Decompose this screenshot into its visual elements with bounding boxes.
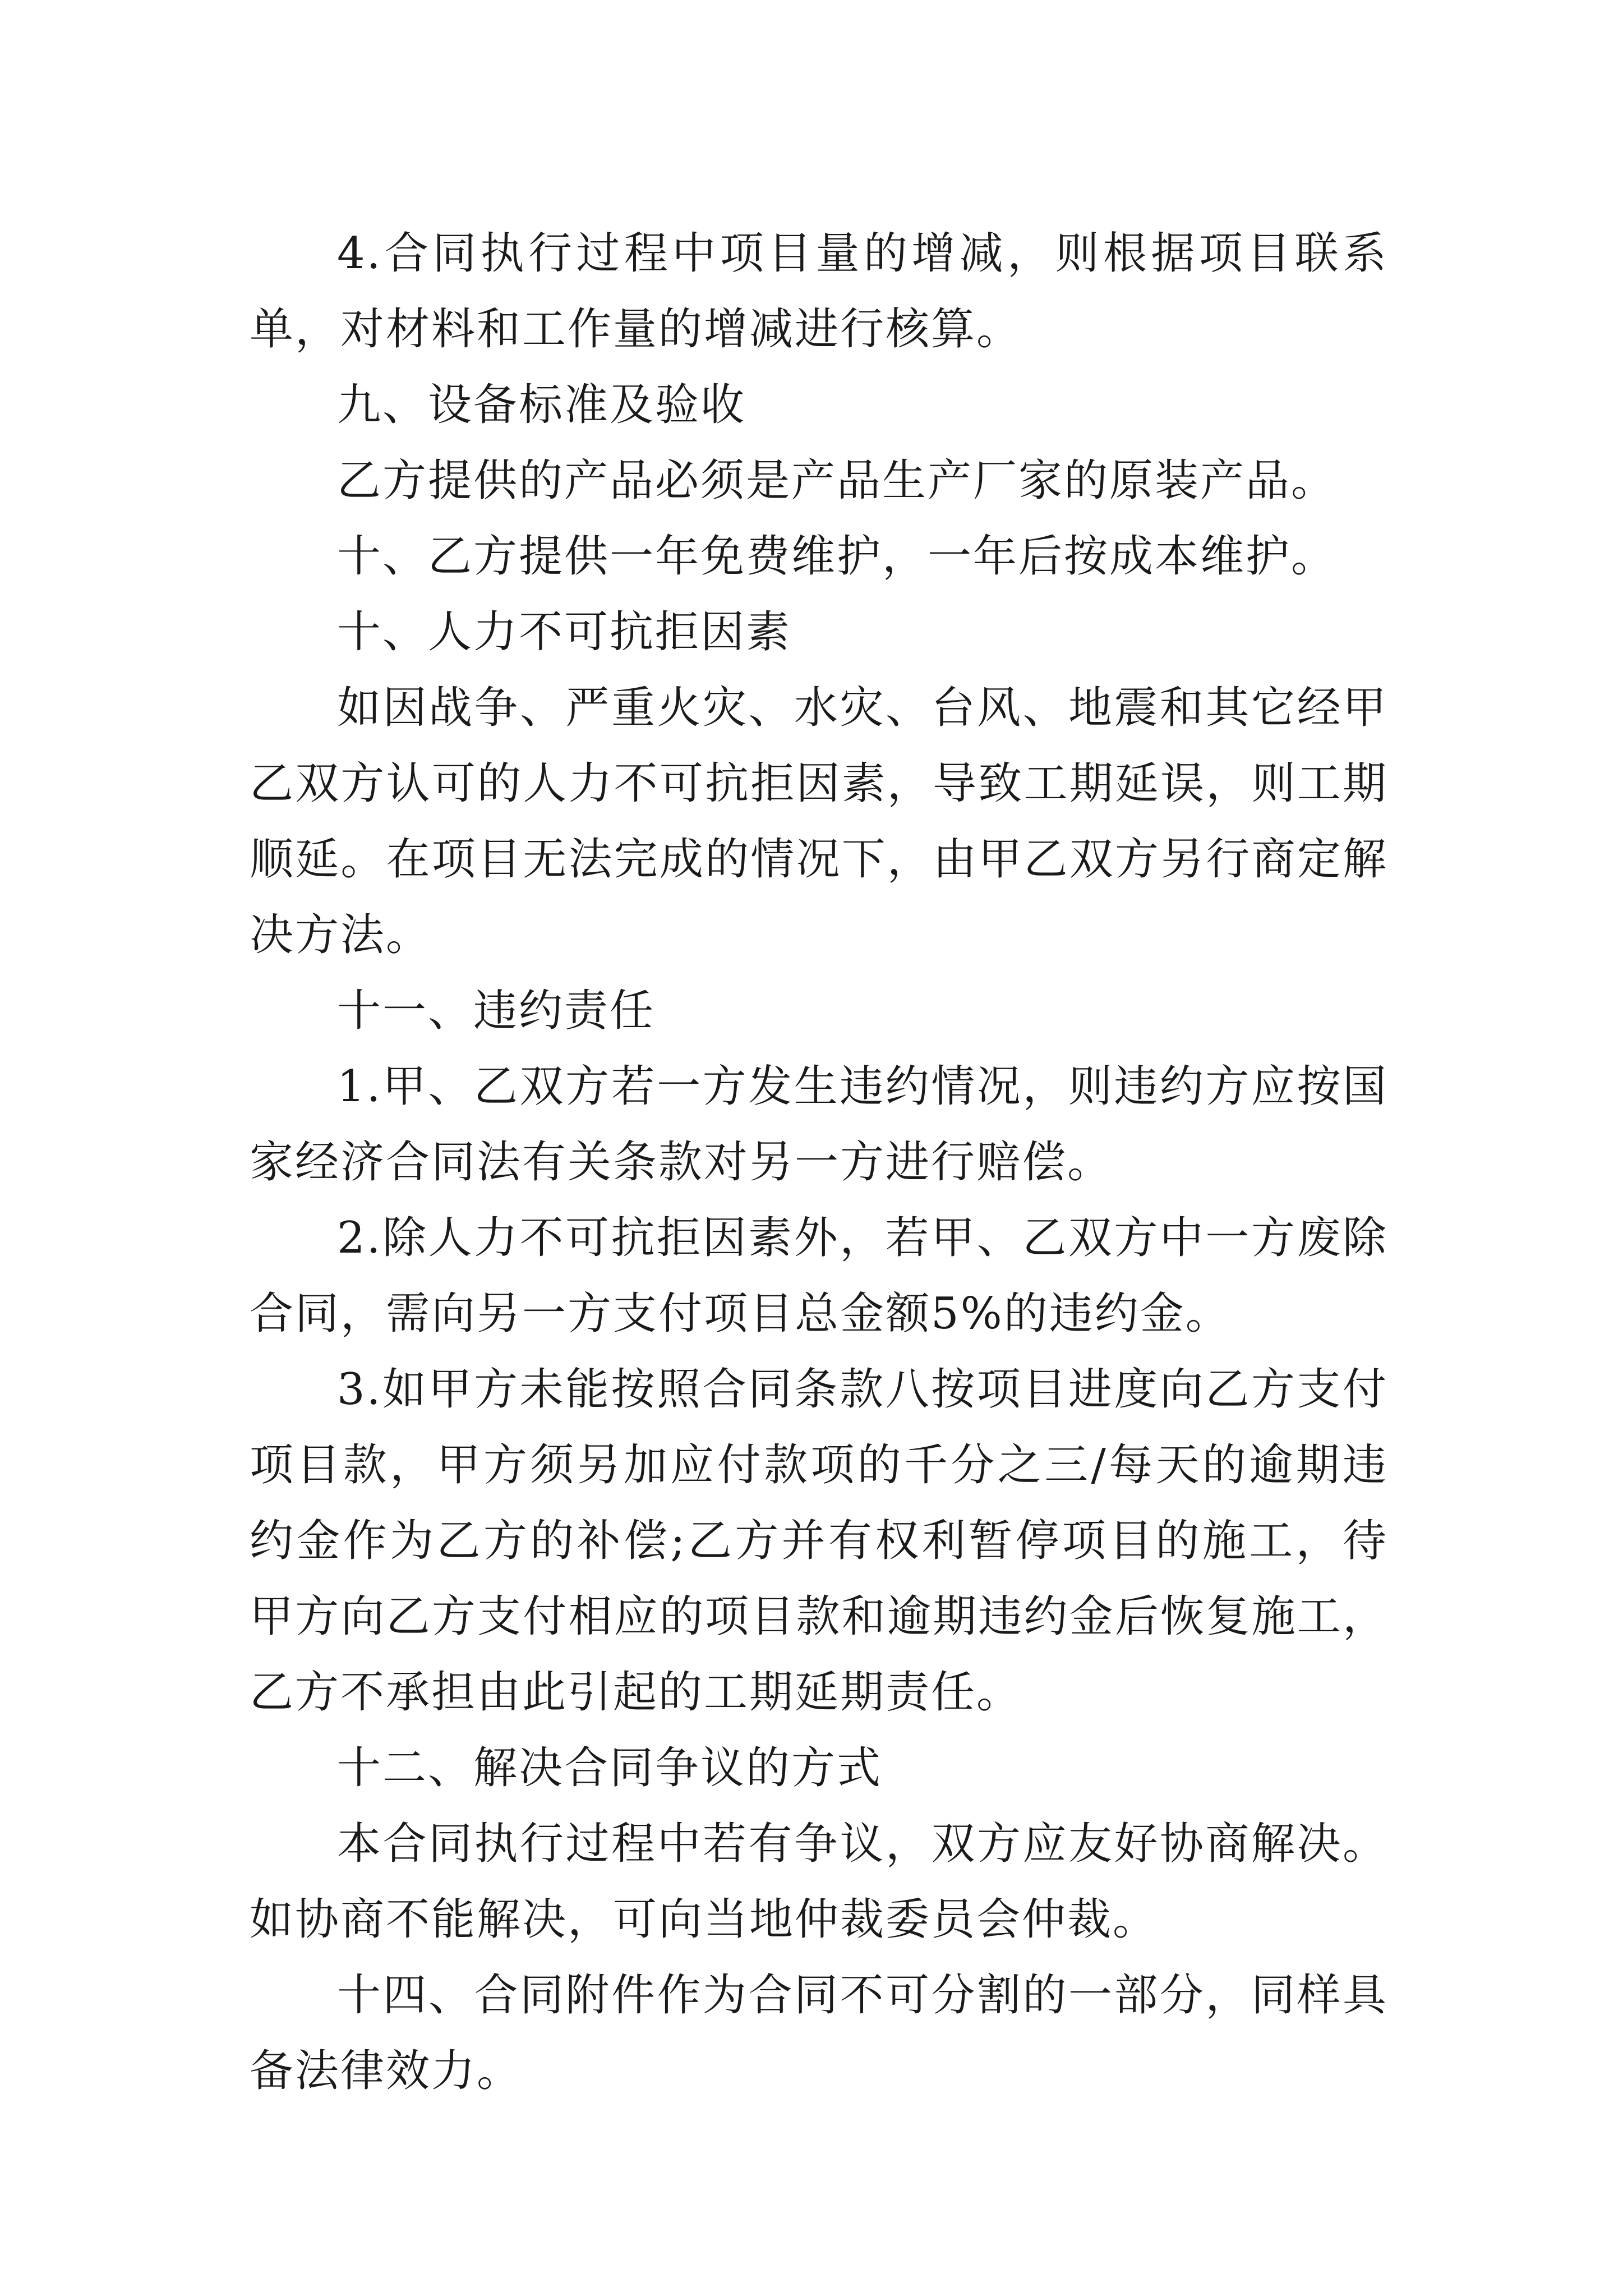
document-body — [250, 216, 1388, 2109]
paragraph-quantity-adjustment: 4.合同执行过程中项目量的增减，则根据项目联系单，对材料和工作量的增减进行核算。 — [250, 228, 1388, 355]
paragraph-free-maintenance: 十、乙方提供一年免费维护，一年后按成本维护。 — [337, 531, 1337, 582]
paragraph-original-products: 乙方提供的产品必须是产品生产厂家的原装产品。 — [337, 455, 1337, 506]
heading-force-majeure: 十、人力不可抗拒因素 — [337, 607, 792, 657]
paragraph-force-majeure: 如因战争、严重火灾、水灾、台风、地震和其它经甲乙双方认可的人力不可抗拒因素，导致工期延误，则工期顺延。在项目无法完成的情况下，由甲乙双方另行商定解决方法。 — [250, 683, 1388, 960]
heading-dispute-resolution: 十二、解决合同争议的方式 — [337, 1743, 883, 1793]
paragraph-attachments: 十四、合同附件作为合同不可分割的一部分，同样具备法律效力。 — [250, 1970, 1388, 2096]
heading-breach-liability: 十一、违约责任 — [337, 986, 656, 1036]
heading-equipment-standards: 九、设备标准及验收 — [337, 380, 746, 430]
paragraph-breach-compensation: 1.甲、乙双方若一方发生违约情况，则违约方应按国家经济合同法有关条款对另一方进行赔偿。 — [250, 1061, 1388, 1188]
paragraph-late-payment: 3.如甲方未能按照合同条款八按项目进度向乙方支付项目款，甲方须另加应付款项的千分之三/每天的逾期违约金作为乙方的补偿;乙方并有权利暂停项目的施工，待甲方向乙方支付相应的项目款和逾期违约金后恢复施工，乙方不承担由此引起的工期延期责任。 — [250, 1364, 1388, 1718]
paragraph-dispute-resolution: 本合同执行过程中若有争议，双方应友好协商解决。如协商不能解决，可向当地仲裁委员会仲裁。 — [250, 1819, 1388, 1945]
paragraph-termination-penalty: 2.除人力不可抗拒因素外，若甲、乙双方中一方废除合同，需向另一方支付项目总金额5%的违约金。 — [250, 1213, 1388, 1339]
